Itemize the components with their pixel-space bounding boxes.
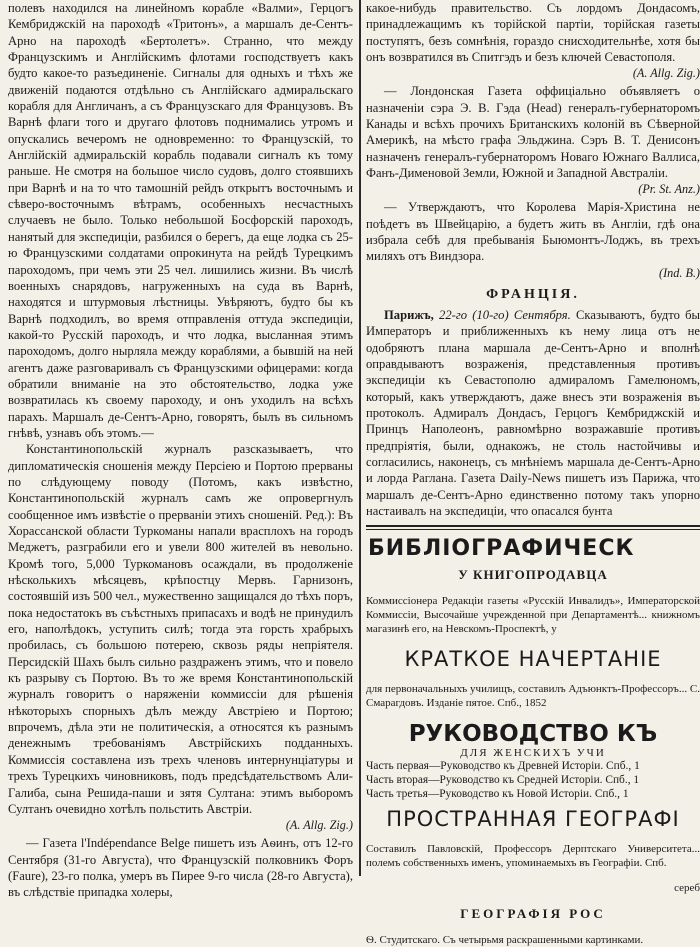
article-paragraph: какое-нибудь правительство. Съ лордомъ Дондасомъ, принадлежащимъ къ торійской партіи, торійская газеты поступятъ, безъ сомнѣнія, гораздо снисходительнѣе, хотя бы онъ возвратился въ Спитгэдъ и безъ ключей Севастополя. (366, 1, 700, 65)
book-title-1: КРАТКОЕ НАЧЕРТАНІЕ (404, 647, 662, 672)
bibliography-banner: БИБЛІОГРАФИЧЕСК (368, 536, 635, 562)
article-paragraph: — Лондонская Газета оффиціально объявляетъ о назначеніи сэра Э. В. Гэда (Head) генералъ-губернаторомъ Канады и всѣхъ прочихъ Британскихъ колоній въ Сѣверной Америкѣ, на мѣсто графа Эльджина. Сэръ В. Т. Денисонъ назначенъ генералъ-губернаторомъ Новаго Южнаго Валлиса, Фанъ-Дименовой Земли, Южной и Западной Австраліи. (366, 84, 700, 181)
source-citation: (Ind. B.) (659, 265, 700, 280)
book-title-3: ПРОСТРАННАЯ ГЕОГРАФІ (386, 807, 680, 832)
source-citation: (A. Allg. Zig.) (632, 66, 700, 81)
article-paragraph: — Газета l'Indépendance Belge пишетъ изъ Аѳинъ, отъ 12-го Сентября (31-го Августа), что Французскій полковникъ Форъ (Faure), 23-го полка, умеръ въ Пирее 9-го числа (28-го Августа), въ слѣдствіе припадка холеры, (8, 836, 353, 900)
list-item: Часть третья—Руководство къ Новой Исторіи. Спб., 1 (366, 788, 629, 801)
book-title-2: РУКОВОДСТВО КЪ (408, 721, 658, 748)
section-rule-thin (366, 529, 700, 530)
left-column (8, 0, 353, 900)
list-item: Часть первая—Руководство къ Древней Исторіи. Спб., 1 (366, 760, 640, 773)
list-item: Часть вторая—Руководство къ Средней Исторіи. Спб., 1 (366, 774, 640, 787)
bookseller-heading: У КНИГОПРОДАВЦА (458, 567, 608, 583)
column-divider (359, 0, 361, 876)
paris-text: Сказываютъ, будто бы Императоръ и приближенныхъ къ нему лица отъ не одобряютъ плана маршала де-Сентъ-Арно и вполнѣ оправдываютъ возраженія, представленныя противъ экспедиціи къ Севастополю адмираломъ Гамелюномъ, который, какъ утверждаютъ, даже внесъ эти возраженія въ протоколъ. Адмиралъ Дондасъ, Герцогъ Кембриджскій и Принцъ Наполеонъ, равномѣрно возражавшіе противъ предпріятія, были, однакожъ, не столь настойчивы и согласились, наконецъ, съ мнѣніемъ маршала де-Сентъ-Арно и лорда Раглана. Газета Daily-News пишетъ изъ Парижа, что маршалъ де-Сентъ-Арно единственно потому такъ упорно настаивалъ на экспедиціи, что опасался бунта (366, 307, 700, 518)
book-desc-3-tail: сереб (674, 882, 700, 895)
book-desc-4: Ѳ. Студитскаго. Съ четырьмя раскрашенными картинками. (366, 934, 644, 947)
article-paragraph: Константинопольскій журналъ разсказываетъ, что дипломатическія сношенія между Персіею и Портою прерваны по слѣдующему поводу (Потомъ, какъ извѣстно, Константинопольскій журналъ самъ же опровергнулъ сообщенное имъ извѣстіе о прерваніи этихъ сношеній. Ред.): Въ Хорассанской области Туркоманы напали врасплохъ на городъ Меджетъ, разграбили его и увели 800 жителей въ невольно. Кромѣ того, 5,000 Туркомановъ осаждали, въ продолженіе нѣсколькихъ мѣсяцевъ, крѣпостцу Мервъ. Гарнизонъ, состоявшій изъ 500 чел., мужественно защищался до тѣхъ поръ, пока недостатокъ въ съѣстныхъ припасахъ и водѣ не принудилъ его, наполѣдокъ, уступить силѣ; тогда эта горсть храбрыхъ пробилась, съ большою потерею, сквозь ряды непріятеля. Персидскій Шахъ былъ сильно раздраженъ этимъ, что и повело къ разрыву съ Портою. Въ то же время Константинопольскій журналъ говоритъ о наряженіи коммиссіи для рѣшенія нѣкоторыхъ спорныхъ дѣлъ между Австріею и Портою; впрочемъ, дѣла эти не политическія, а относятся къ разнымъ денежнымъ требованіямъ Австрійскихъ подданныхъ. Коммиссія составлена изъ трехъ членовъ интернунціатуры и трехъ Турецкихъ чиновниковъ, подъ предсѣдательствомъ Али-Галиба, сына Решида-паши и зятя Султана: этимъ выборомъ Султанъ очевидно хотѣлъ польстить Австріи. (8, 442, 353, 816)
article-paragraph-paris (366, 307, 700, 519)
dateline-date: 22-го (10-го) Сентября. (439, 307, 571, 322)
book-title-4: ГЕОГРАФІЯ РОС (460, 906, 606, 922)
section-rule (366, 525, 700, 527)
article-paragraph: — Утверждаютъ, что Королева Марія-Христина не поѣдетъ въ Швейцарію, а будетъ жить въ Англіи, гдѣ она избрала себѣ для пребыванія Быюмонтъ-Лоджъ, въ трехъ миляхъ отъ Виндзора. (366, 200, 700, 264)
book-desc-1: для первоначальныхъ училищъ, составилъ Адъюнктъ-Профессоръ... С. Смарагдовъ. Изданіе пятое. Спб., 1852 (366, 683, 700, 710)
section-heading-france: ФРАНЦІЯ. (486, 286, 580, 302)
dateline-city: Парижъ, (384, 307, 434, 322)
source-citation: (Pr. St. Anz.) (638, 182, 700, 197)
source-citation: (A. Allg. Zig.) (285, 818, 353, 833)
right-column (366, 0, 700, 947)
bookseller-text: Коммиссіонера Редакціи газеты «Русскій Инвалидъ», Императорской Коммиссіи, Высочайше учрежденной при Департаментѣ... книжномъ магазинѣ его, на Невскомъ-Проспектѣ, у (366, 595, 700, 636)
book-parts-list (366, 759, 700, 801)
article-paragraph: полевъ находился на линейномъ корабле «Валми», Герцогъ Кембриджскій на пароходѣ «Тритонъ», а маршалъ де-Сентъ-Арно на пароходѣ «Бертолетъ». Странно, что между Французскимъ и Англійскимъ флотами господствуетъ какъ будто какое-то разъединеніе. Сигналы для одныхъ и тѣхъ же движеній подаются отдѣльно съ Англійскаго адмиральскаго корабля для Англичанъ, а съ Французскаго для Французовъ. Въ Варнѣ флаги того и другаго флотовъ поднимались утромъ и опускались вечеромъ не одновременно: то Французскій, то Англійскій адмиральскій корабль подавали сигналъ къ тому раньше. Не смотря на большое число судовъ, долго стоявшихъ при Варнѣ и на то что тамошній рейдъ открытъ восточнымъ и сѣверо-восточнымъ вѣтрамъ, особенныхъ несчастныхъ случаевъ не было. Только небольшой Босфорскій пароходъ, нанятый для экспедиціи, разбился о берегъ, да еще лодка съ 25-ю Французскими солдатами опрокинута на рейдѣ Турецкимъ пароходомъ, при чемъ эти 25 чел. лишились жизни. Въ числѣ военныхъ снарядовъ, нагруженныхъ на суда въ Варнѣ, находятся и штурмовыя лѣстницы. Увѣряютъ, будто бы къ Варнѣ подходилъ, во время отправленія оттуда экспедиціи, какой-то Русскій пароходъ, и что лодка, высланная этимъ пароходомъ, долго нырляла между кораблями, а бывшій на ней агентъ даже разговаривалъ съ Французскими офицерами: когда обратили вниманіе на это обстоятельство, лодка уже возвратилась къ своему пароходу, и онъ уходилъ на всѣхъ парахъ. Маршалъ де-Сентъ-Арно, говорятъ, былъ въ сильномъ гнѣвѣ, узнавъ объ этомъ.— (8, 1, 353, 440)
book-subtitle-2: ДЛЯ ЖЕНСКИХЪ УЧИ (460, 747, 606, 760)
book-desc-3: Составилъ Павловскій, Профессоръ Дерптскаго Университета... полемъ собственныхъ именъ, упоминаемыхъ въ Географіи. Спб. (366, 843, 700, 870)
